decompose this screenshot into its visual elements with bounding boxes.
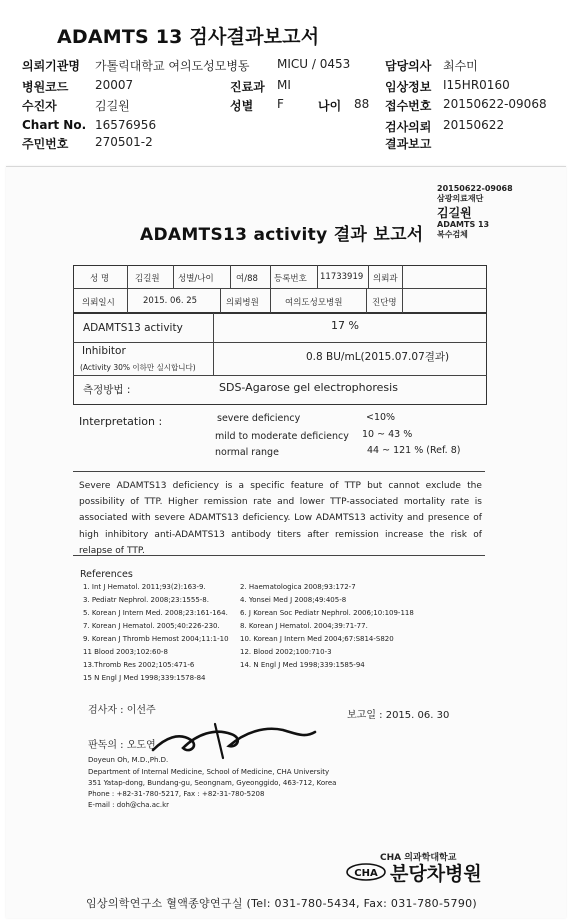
footer-contact: 임상의학연구소 혈액종양연구실 (Tel: 031-780-5434, Fax: 031-780-5790): [86, 897, 478, 910]
reference-11: 11 Blood 2003;102:60-8: [83, 648, 168, 656]
reference-4: 4. Yonsei Med J 2008;49:405-8: [240, 596, 347, 604]
info-date-label: 의뢰일시: [82, 298, 115, 308]
receipt-no-value: 20150622-09068: [443, 97, 547, 111]
doctor-name: Doyeun Oh, M.D.,Ph.D.: [88, 756, 169, 764]
corner-org: 삼광의료재단: [437, 194, 484, 203]
info-date-value: 2015. 06. 25: [143, 296, 198, 306]
chart-label: Chart No.: [22, 118, 87, 132]
info-sexage-label: 성별/나이: [178, 274, 214, 284]
references-title: References: [80, 569, 133, 580]
address-line-3: Phone : +82-31-780-5217, Fax : +82-31-780-5208: [88, 790, 265, 798]
sex-value: F: [277, 97, 284, 111]
patient-value: 김길원: [95, 99, 130, 113]
hospital-name: 분당차병원: [390, 863, 482, 885]
cha-logo-icon: [346, 861, 386, 883]
reference-14: 14. N Engl J Med 1998;339:1585-94: [240, 661, 365, 669]
dept-label: 진료과: [230, 80, 265, 94]
activity-label: ADAMTS13 activity: [83, 322, 183, 334]
reference-5: 5. Korean J Intern Med. 2008;23:161-164.: [83, 609, 228, 617]
corner-name: 김길원: [437, 206, 472, 220]
corner-id: 20150622-09068: [437, 184, 513, 193]
reference-10: 10. Korean J Intern Med 2004;67:S814-S820: [240, 635, 394, 643]
info-name-label: 성 명: [90, 274, 110, 284]
inhibitor-value: 0.8 BU/mL(2015.07.07결과): [306, 351, 450, 363]
reference-3: 3. Pediatr Nephrol. 2008;23:1555-8.: [83, 596, 209, 604]
inhibitor-note: (Activity 30% 이하만 실시합니다): [80, 363, 196, 372]
hospital-code-value: 20007: [95, 78, 134, 92]
reference-9: 9. Korean J Thromb Hemost 2004;11:1-10: [83, 635, 229, 643]
inhibitor-label: Inhibitor: [82, 345, 126, 357]
method-value: SDS-Agarose gel electrophoresis: [219, 381, 398, 394]
info-sexage-value: 여/88: [236, 274, 258, 284]
info-name-value: 김길원: [135, 274, 160, 284]
doctor-value: 최수미: [443, 59, 478, 73]
reference-7: 7. Korean J Hematol. 2005;40:226-230.: [83, 622, 220, 630]
signature-scribble: [145, 718, 320, 764]
patient-label: 수진자: [22, 99, 57, 113]
address-line-1: Department of Internal Medicine, School of Medicine, CHA University: [88, 768, 330, 776]
interp-range-1: <10%: [366, 412, 396, 423]
resident-no-value: 270501-2: [95, 135, 153, 149]
info-hosp-value: 여의도성모병원: [285, 298, 343, 308]
result-report-label: 결과보고: [385, 137, 432, 151]
resident-no-label: 주민번호: [22, 137, 69, 151]
institution-label: 의뢰기관명: [22, 59, 80, 73]
hospital-univ-label: CHA 의과학대학교: [380, 853, 457, 863]
reference-8: 8. Korean J Hematol. 2004;39:71-77.: [240, 622, 368, 630]
req-date-label: 검사의뢰: [385, 120, 432, 134]
report-date: 보고일 : 2015. 06. 30: [347, 710, 450, 721]
info-regno-label: 등록번호: [274, 274, 307, 284]
cha-logo-text: CHA: [354, 868, 378, 879]
receipt-no-label: 접수번호: [385, 99, 432, 113]
info-regno-value: 11733919: [320, 272, 364, 282]
interp-level-1: severe deficiency: [217, 413, 301, 424]
reference-1: 1. Int J Hematol. 2011;93(2):163-9.: [83, 583, 206, 591]
chart-value: 16576956: [95, 118, 157, 132]
age-value: 88: [354, 97, 370, 111]
info-hosp-label: 의뢰병원: [226, 298, 259, 308]
reference-13: 13.Thromb Res 2002;105:471-6: [83, 661, 195, 669]
interp-range-3: 44 ~ 121 % (Ref. 8): [367, 445, 461, 456]
examiner: 검사자 : 이선주: [88, 705, 156, 716]
activity-value: 17 %: [331, 319, 359, 332]
hospital-code-label: 병원코드: [22, 80, 69, 94]
report-title: ADAMTS13 activity 결과 보고서: [140, 225, 424, 245]
address-line-2: 351 Yatap-dong, Bundang-gu, Seongnam, Gyeonggido, 463-712, Korea: [88, 779, 337, 787]
reference-6: 6. J Korean Soc Pediatr Nephrol. 2006;10:109-118: [240, 609, 414, 617]
interp-level-3: normal range: [215, 447, 279, 458]
doctor-label: 담당의사: [385, 59, 432, 73]
interpretation-label: Interpretation :: [79, 415, 163, 428]
interp-range-2: 10 ~ 43 %: [362, 429, 413, 440]
reviewer: 판독의 : 오도연: [88, 740, 156, 751]
hospital-logo: [346, 861, 386, 883]
corner-test: ADAMTS 13: [437, 220, 490, 229]
corner-sub: 복수검체: [437, 230, 468, 239]
req-date-value: 20150622: [443, 118, 505, 132]
method-label: 측정방법 :: [83, 384, 131, 396]
clinical-info-value: I15HR0160: [443, 78, 510, 92]
ward-value: MICU / 0453: [277, 57, 351, 71]
info-diag-label: 진단명: [372, 298, 397, 308]
reference-12: 12. Blood 2002;100:710-3: [240, 648, 332, 656]
institution-value: 가톨릭대학교 여의도성모병동: [95, 59, 250, 73]
clinical-info-label: 임상정보: [385, 80, 432, 94]
age-label: 나이: [318, 99, 342, 113]
description-text: Severe ADAMTS13 deficiency is a specific feature of TTP but cannot exclude the possibility of TTP. Higher remission rate and lower TTP-associated mortality rate is associated with severe ADAMTS13 deficiency. Low ADAMTS13 activity and presence of high inhibitory anti-ADAMTS13 antibody titers after remission increase the risk of relapse of TTP.: [79, 481, 482, 556]
interp-level-2: mild to moderate deficiency: [215, 431, 349, 442]
sex-label: 성별: [230, 99, 254, 113]
address-line-4: E-mail : doh@cha.ac.kr: [88, 801, 170, 809]
reference-2: 2. Haematologica 2008;93:172-7: [240, 583, 356, 591]
page-title: ADAMTS 13 검사결과보고서: [57, 26, 320, 48]
dept-value: MI: [277, 78, 291, 92]
info-req-label: 의뢰과: [373, 274, 398, 284]
reference-15: 15 N Engl J Med 1998;339:1578-84: [83, 674, 206, 682]
